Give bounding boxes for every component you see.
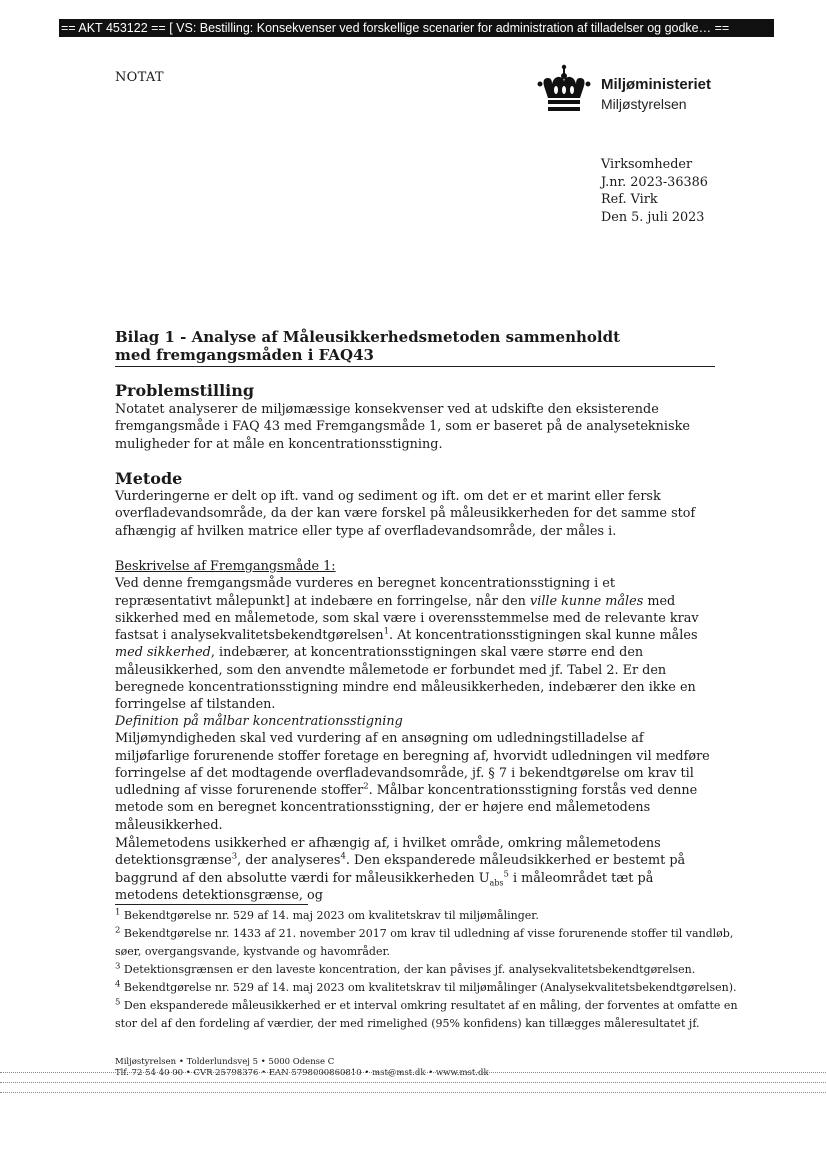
footnote-ref-2[interactable]: 2 — [363, 781, 369, 792]
footer-contact: Tlf. 72 54 40 00 • CVR 25798376 • EAN 5798000860810 • mst@mst.dk • www.mst.dk — [115, 1068, 489, 1078]
footnote-ref-5[interactable]: 5 — [503, 869, 509, 880]
description-emph-1: ville kunne måles — [530, 593, 644, 609]
footnote-text: Detektionsgrænsen er den laveste koncentration, der kan påvises jf. analysekvalitetsbekendtgørelsen. — [123, 963, 696, 976]
method-text: Vurderingerne er delt op ift. vand og sediment og ift. om det er et marint eller fersk overfladevandsområde, da der kan være forskel på måleusikkerheden for det samme stof afhængig af hvilken matrice eller type af overfladevandsområde, der måles i. — [115, 489, 696, 539]
footnote-2 — [115, 925, 734, 943]
uncertainty-text-4: i måleområdet tæt på metodens detektionsgrænse, og — [115, 870, 654, 903]
section-uncertainty — [115, 835, 715, 904]
description-text-2: med sikkerhed med en målemetode, som skal være i overensstemmelse med de relevante krav fastsat i analysekvalitetsbekendtgørelsen — [115, 593, 699, 644]
paragraph-problem — [115, 401, 715, 453]
problem-text: Notatet analyserer de miljømæssige konsekvenser ved at udskifte den eksisterende fremgangsmåde i FAQ 43 med Fremgangsmåde 1, som er baseret på de analysetekniske muligheder for at måle en koncentrationsstigning. — [115, 402, 690, 452]
meta-department: Virksomheder — [601, 157, 693, 172]
footnote-ref-1[interactable]: 1 — [383, 626, 389, 637]
scan-artifact-line — [0, 1082, 826, 1083]
footnote-text: Den ekspanderede måleusikkerhed er et interval omkring resultatet af en måling, der forventes at omfatte en — [123, 999, 738, 1012]
crown-icon — [536, 64, 592, 116]
meta-date: Den 5. juli 2023 — [601, 209, 705, 225]
uncertainty-text-3: . Den ekspanderede måleudsikkerhed er bestemt på baggrund af den absolutte værdi for måleusikkerheden U — [115, 853, 686, 886]
footnote-divider — [115, 904, 308, 905]
definition-text-1: Miljømyndigheden skal ved vurdering af en ansøgning om udledningstilladelse af miljøfarlige forurenende stoffer foretage en beregning af, hvorvidt udledningen vil medføre forringelse af det modtagende overfladevandsområde, jf. § 7 i bekendtgørelse om krav til udledning af visse forurenende stoffer — [115, 731, 710, 799]
meta-reference: Ref. Virk — [601, 192, 658, 208]
definition-text-2: . Målbar koncentrationsstigning forstås ved denne metode som en beregnet koncentrationsstigning, der er højere end målemetodens måleusikkerhed. — [115, 783, 698, 833]
footnote-2-continued: søer, overgangsvande, kystvande og havområder. — [115, 945, 391, 958]
uncertainty-text-1: Målemetodens usikkerhed er afhængig af, i hvilket område, omkring målemetodens detektionsgrænse — [115, 836, 661, 869]
heading-method: Metode — [115, 469, 183, 488]
footnote-text: Bekendtgørelse nr. 1433 af 21. november 2017 om krav til udledning af visse forurenende stoffer til vandløb, — [123, 927, 734, 940]
definition-text — [115, 730, 715, 834]
section-definition — [115, 713, 715, 834]
agency-name: Miljøstyrelsen — [601, 96, 687, 112]
footnote-3 — [115, 961, 715, 979]
scan-artifact-line — [0, 1092, 826, 1093]
page-footer — [115, 1057, 489, 1079]
footnote-ref-3[interactable]: 3 — [231, 852, 238, 863]
description-heading: Beskrivelse af Fremgangsmåde 1: — [115, 559, 336, 574]
footnote-5 — [115, 997, 738, 1015]
footnote-5-continued: stor del af den fordeling af værdier, der med rimelighed (95% konfidens) kan tillægges måleresultatet jf. — [115, 1017, 700, 1030]
document-title — [115, 328, 715, 367]
definition-heading: Definition på målbar koncentrationsstigning — [115, 714, 403, 729]
footnote-ref-4[interactable]: 4 — [340, 852, 346, 863]
footnote-number: 4 — [115, 979, 121, 990]
footnote-1 — [115, 907, 715, 925]
description-text-1: Ved denne fremgangsmåde vurderes en beregnet koncentrationsstigning i et repræsentativt målepunkt] at indebære en forringelse, når den — [115, 576, 616, 609]
footnote-4 — [115, 979, 737, 997]
description-text-4: , indebærer, at koncentrationsstigningen skal være større end den måleusikkerhed, som den anvendte målemetode er forbundet med jf. Tabel 2. Er den beregnede koncentrationsstigning mindre end måleusikkerheden, indebærer den ikke en forringelse af tilstanden. — [115, 645, 696, 713]
heading-problem: Problemstilling — [115, 381, 255, 400]
section-description — [115, 558, 715, 714]
uncertainty-text-2: , der analyseres — [237, 853, 341, 869]
footnote-text: Bekendtgørelse nr. 529 af 14. maj 2023 om kvalitetskrav til miljømålinger. — [123, 909, 539, 922]
ministry-name: Miljøministeriet — [601, 76, 712, 93]
description-emph-2: med sikkerhed — [115, 645, 211, 661]
description-text-3: . At koncentrationsstigningen skal kunne måles — [388, 628, 698, 644]
uncertainty-text — [115, 835, 715, 904]
paragraph-method — [115, 488, 715, 540]
title-line-2: med fremgangsmåden i FAQ43 — [115, 346, 374, 364]
uncertainty-subscript: abs — [489, 878, 504, 888]
footnotes — [115, 907, 738, 1033]
title-line-1: Bilag 1 - Analyse af Måleusikkerhedsmetoden sammenholdt — [115, 328, 621, 346]
document-metadata — [601, 156, 708, 226]
doc-type-label: NOTAT — [115, 70, 164, 85]
footnote-number: 2 — [115, 925, 121, 936]
document-banner: == AKT 453122 == [ VS: Bestilling: Konsekvenser ved forskellige scenarier for administration af tilladelser og godke… == — [59, 19, 774, 37]
footnote-number: 1 — [115, 907, 121, 918]
scan-artifact-line — [0, 1072, 826, 1073]
meta-journal-number: J.nr. 2023-36386 — [601, 174, 708, 190]
footer-address: Miljøstyrelsen • Tolderlundsvej 5 • 5000 Odense C — [115, 1057, 335, 1067]
description-text — [115, 575, 715, 713]
footnote-number: 3 — [115, 961, 121, 972]
footnote-number: 5 — [115, 997, 121, 1008]
footnote-text: Bekendtgørelse nr. 529 af 14. maj 2023 om kvalitetskrav til miljømålinger (Analysekvalitetsbekendtgørelsen). — [123, 981, 737, 994]
